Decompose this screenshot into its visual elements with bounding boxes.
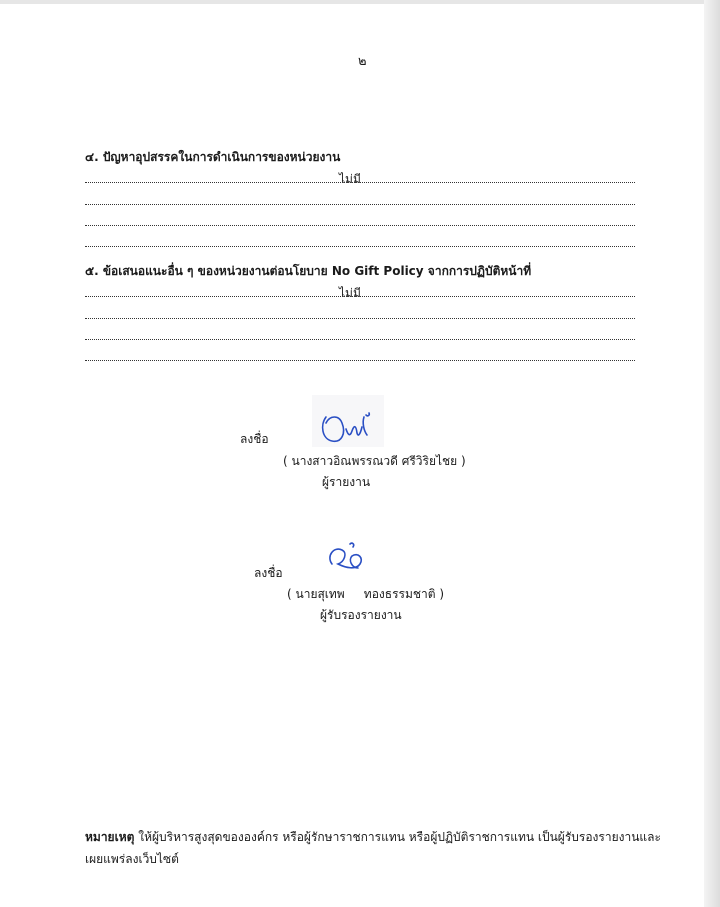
section-4-heading: ๔. ปัญหาอุปสรรคในการดำเนินการของหน่วยงาน: [85, 150, 341, 164]
footnote: [85, 826, 665, 870]
answer-line: [85, 182, 635, 183]
page-number: ๒: [358, 54, 367, 69]
signature-2-role: ผู้รับรองรายงาน: [320, 608, 402, 622]
signature-2-label: ลงชื่อ: [254, 566, 283, 580]
answer-line: [85, 225, 635, 226]
footnote-text: ให้ผู้บริหารสูงสุดขององค์กร หรือผู้รักษาราชการแทน หรือผู้ปฏิบัติราชการแทน เป็นผู้รับรองรายงานและเผยแพร่ลงเว็บไซต์: [85, 830, 661, 866]
section-5-heading: ๕. ข้อเสนอแนะอื่น ๆ ของหน่วยงานต่อนโยบาย No Gift Policy จากการปฏิบัติหน้าที่: [85, 264, 532, 278]
signature-1-name: ( นางสาวอิณพรรณวดี ศรีวิริยไชย ): [283, 454, 466, 468]
signature-2-name: ( นายสุเทพ ทองธรรมชาติ ): [287, 587, 445, 601]
signature-1-role: ผู้รายงาน: [322, 475, 371, 489]
signature-2-image: [322, 534, 368, 578]
answer-line: [85, 360, 635, 361]
answer-line: [85, 246, 635, 247]
top-edge: [0, 0, 720, 4]
footnote-label: หมายเหตุ: [85, 830, 135, 844]
answer-line: [85, 296, 635, 297]
page-shadow: [704, 0, 720, 907]
signature-1-image: [312, 395, 384, 447]
answer-line: [85, 204, 635, 205]
signature-1-label: ลงชื่อ: [240, 432, 269, 446]
answer-line: [85, 339, 635, 340]
section-4-answer: ไม่มี: [339, 172, 361, 186]
section-5-answer: ไม่มี: [339, 286, 361, 300]
answer-line: [85, 318, 635, 319]
